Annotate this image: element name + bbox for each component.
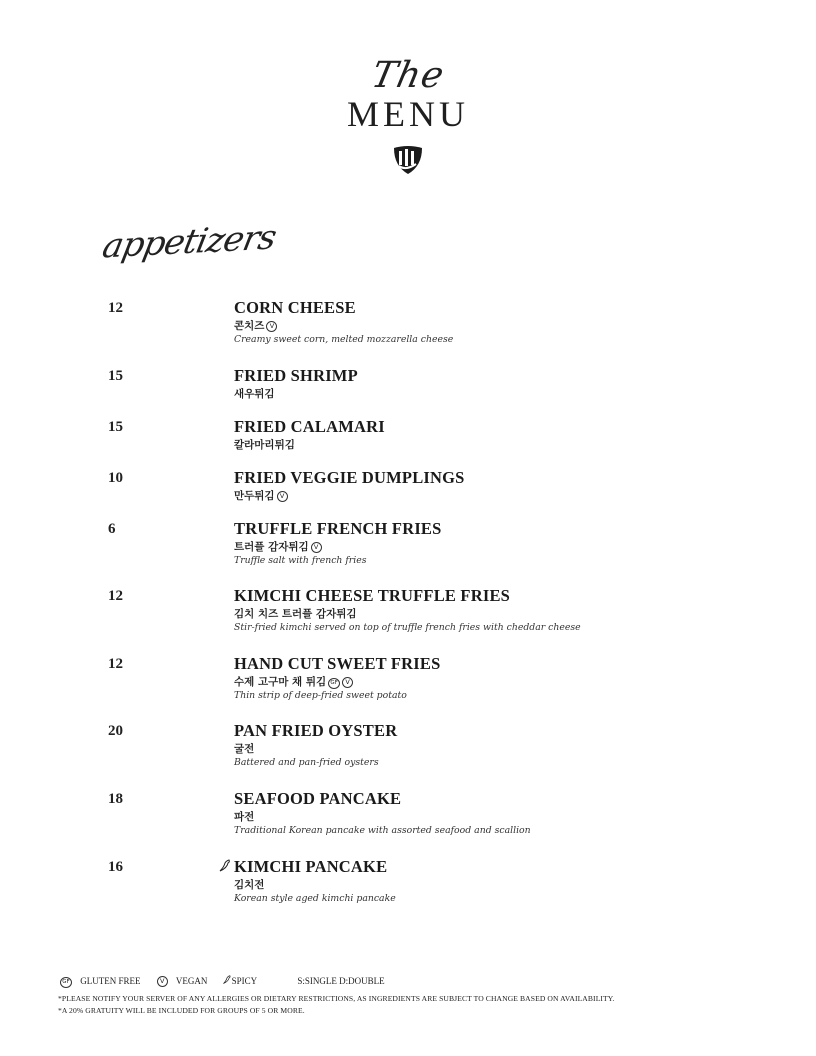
item-name: TRUFFLE FRENCH FRIES (234, 518, 442, 538)
item-description: Truffle salt with french fries (234, 554, 367, 566)
menu-header (0, 55, 816, 176)
item-price: 20 (108, 723, 123, 740)
menu-items-list (0, 298, 816, 924)
item-price: 10 (108, 469, 123, 486)
vegan-icon: V (266, 321, 277, 332)
item-korean-name: 김치전 (234, 878, 265, 891)
item-korean-name: 만두튀김 V (234, 488, 288, 503)
vegan-icon: V (157, 976, 168, 987)
gratuity-note: *A 20% GRATUITY WILL BE INCLUDED FOR GROUPS OF 5 OR MORE. (58, 1006, 305, 1015)
header-script-word: The (367, 55, 449, 96)
item-description: Thin strip of deep-fried sweet potato (234, 689, 407, 701)
legend-spicy: SPICY (222, 976, 264, 986)
menu-item (0, 468, 816, 519)
item-name: PAN FRIED OYSTER (234, 721, 398, 741)
menu-item (0, 366, 816, 417)
item-price: 15 (108, 418, 123, 435)
item-price: 12 (108, 588, 123, 605)
item-price: 12 (108, 300, 123, 316)
item-korean-name: 파전 (234, 810, 255, 823)
item-korean-name: 굴전 (234, 743, 255, 756)
menu-item (0, 298, 816, 366)
chili-pepper-icon (222, 975, 232, 985)
item-name: KIMCHI CHEESE TRUFFLE FRIES (234, 586, 511, 606)
item-description: Battered and pan-fried oysters (234, 757, 379, 769)
item-description: Korean style aged kimchi pancake (234, 892, 396, 904)
vegan-icon: V (342, 677, 353, 688)
item-name: FRIED VEGGIE DUMPLINGS (234, 467, 465, 487)
vegan-icon: V (311, 542, 322, 553)
item-name: FRIED CALAMARI (234, 416, 385, 436)
item-korean-name: 콘치즈 V (234, 318, 277, 333)
gluten-free-icon: GF (328, 678, 340, 689)
menu-item (0, 789, 816, 857)
item-korean-name: 트러플 감자튀김 V (234, 539, 322, 554)
menu-item (0, 721, 816, 789)
menu-item (0, 857, 816, 925)
gluten-free-icon: GF (60, 977, 72, 988)
footer-notes (58, 993, 614, 1017)
menu-item (0, 586, 816, 654)
legend (58, 975, 391, 988)
item-name: HAND CUT SWEET FRIES (234, 653, 441, 673)
item-price: 18 (108, 790, 123, 807)
item-korean-name: 수제 고구마 채 튀김 GF V (234, 674, 353, 689)
page-title: MENU (347, 94, 469, 134)
allergy-note: *PLEASE NOTIFY YOUR SERVER OF ANY ALLERGIES OR DIETARY RESTRICTIONS, AS INGREDIENTS ARE SUBJECT TO CHANGE BASED ON AVAILABILITY. (58, 994, 615, 1003)
item-description: Creamy sweet corn, melted mozzarella cheese (234, 334, 454, 345)
restaurant-logo-icon (391, 142, 425, 176)
item-korean-name: 칼라마리튀김 (234, 438, 295, 451)
item-description: Traditional Korean pancake with assorted seafood and scallion (234, 824, 531, 836)
legend-vegan: V VEGAN (155, 976, 214, 986)
item-name: KIMCHI PANCAKE (234, 856, 388, 876)
section-title: appetizers (99, 217, 280, 267)
item-name: SEAFOOD PANCAKE (234, 788, 402, 808)
legend-sizes: S:SINGLE D:DOUBLE (297, 976, 385, 986)
legend-gluten-free: GF GLUTEN FREE (58, 976, 147, 986)
menu-item (0, 417, 816, 468)
item-price: 16 (108, 858, 123, 875)
item-price: 6 (108, 520, 116, 537)
item-korean-name: 새우튀김 (234, 387, 275, 400)
menu-item (0, 654, 816, 722)
item-name: FRIED SHRIMP (234, 365, 358, 385)
menu-item (0, 519, 816, 587)
item-description: Stir-fried kimchi served on top of truffle french fries with cheddar cheese (234, 622, 581, 634)
item-price: 15 (108, 367, 123, 384)
chili-pepper-icon (218, 859, 232, 873)
item-name: CORN CHEESE (234, 298, 356, 317)
vegan-icon: V (277, 491, 288, 502)
item-korean-name: 김치 치즈 트러플 감자튀김 (234, 608, 357, 621)
item-price: 12 (108, 655, 123, 672)
